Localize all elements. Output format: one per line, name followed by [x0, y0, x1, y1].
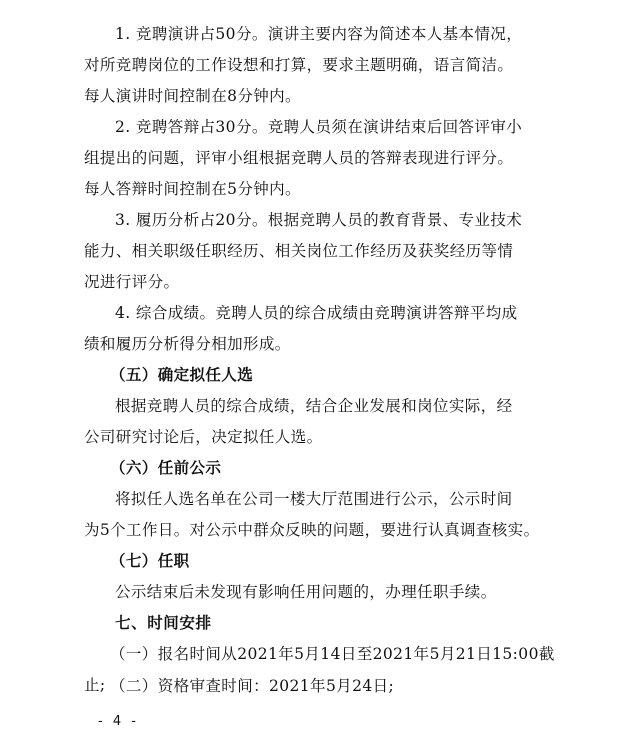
para-2-line-3: 每人答辩时间控制在5分钟内。: [84, 180, 301, 198]
schedule-1-line-2: 止;: [84, 676, 106, 694]
para-6-line-2: 为5个工作日。对公示中群众反映的问题，要进行认真调查核实。: [84, 521, 540, 539]
para-4-line-1: 4. 综合成绩。竞聘人员的综合成绩由竞聘演讲答辩平均成: [115, 304, 518, 322]
para-3-line-1: 3. 履历分析占20分。根据竞聘人员的教育背景、专业技术: [115, 211, 523, 229]
heading-6: （六）任前公示: [110, 458, 222, 477]
page-number: - 4 -: [98, 714, 139, 729]
para-6-line-1: 将拟任人选名单在公司一楼大厅范围进行公示，公示时间: [115, 490, 513, 508]
para-3-line-2: 能力、相关职级任职经历、相关岗位工作经历及获奖经历等情: [84, 242, 514, 260]
para-2-line-2: 组提出的问题，评审小组根据竞聘人员的答辩表现进行评分。: [84, 149, 514, 167]
section-heading-7: 七、时间安排: [115, 614, 212, 632]
para-5-line-1: 根据竞聘人员的综合成绩，结合企业发展和岗位实际，经: [115, 397, 513, 415]
para-7-line-1: 公示结束后未发现有影响任用问题的，办理任职手续。: [115, 583, 497, 601]
heading-5: （五）确定拟任人选: [110, 365, 254, 384]
schedule-2-line-1: （二）资格审查时间：2021年5月24日;: [110, 677, 395, 695]
para-1-line-1: 1. 竞聘演讲占50分。演讲主要内容为简述本人基本情况，: [115, 25, 523, 43]
schedule-1-line-1: （一）报名时间从2021年5月14日至2021年5月21日15:00截: [110, 645, 555, 663]
para-2-line-1: 2. 竞聘答辩占30分。竞聘人员须在演讲结束后回答评审小: [115, 118, 523, 136]
para-5-line-2: 公司研究讨论后，决定拟任人选。: [84, 428, 323, 446]
para-3-line-3: 况进行评分。: [84, 273, 180, 291]
heading-7: （七）任职: [110, 551, 190, 570]
para-1-line-2: 对所竞聘岗位的工作设想和打算，要求主题明确，语言简洁。: [84, 56, 514, 74]
para-1-line-3: 每人演讲时间控制在8分钟内。: [84, 87, 301, 105]
para-4-line-2: 绩和履历分析得分相加形成。: [84, 335, 291, 353]
